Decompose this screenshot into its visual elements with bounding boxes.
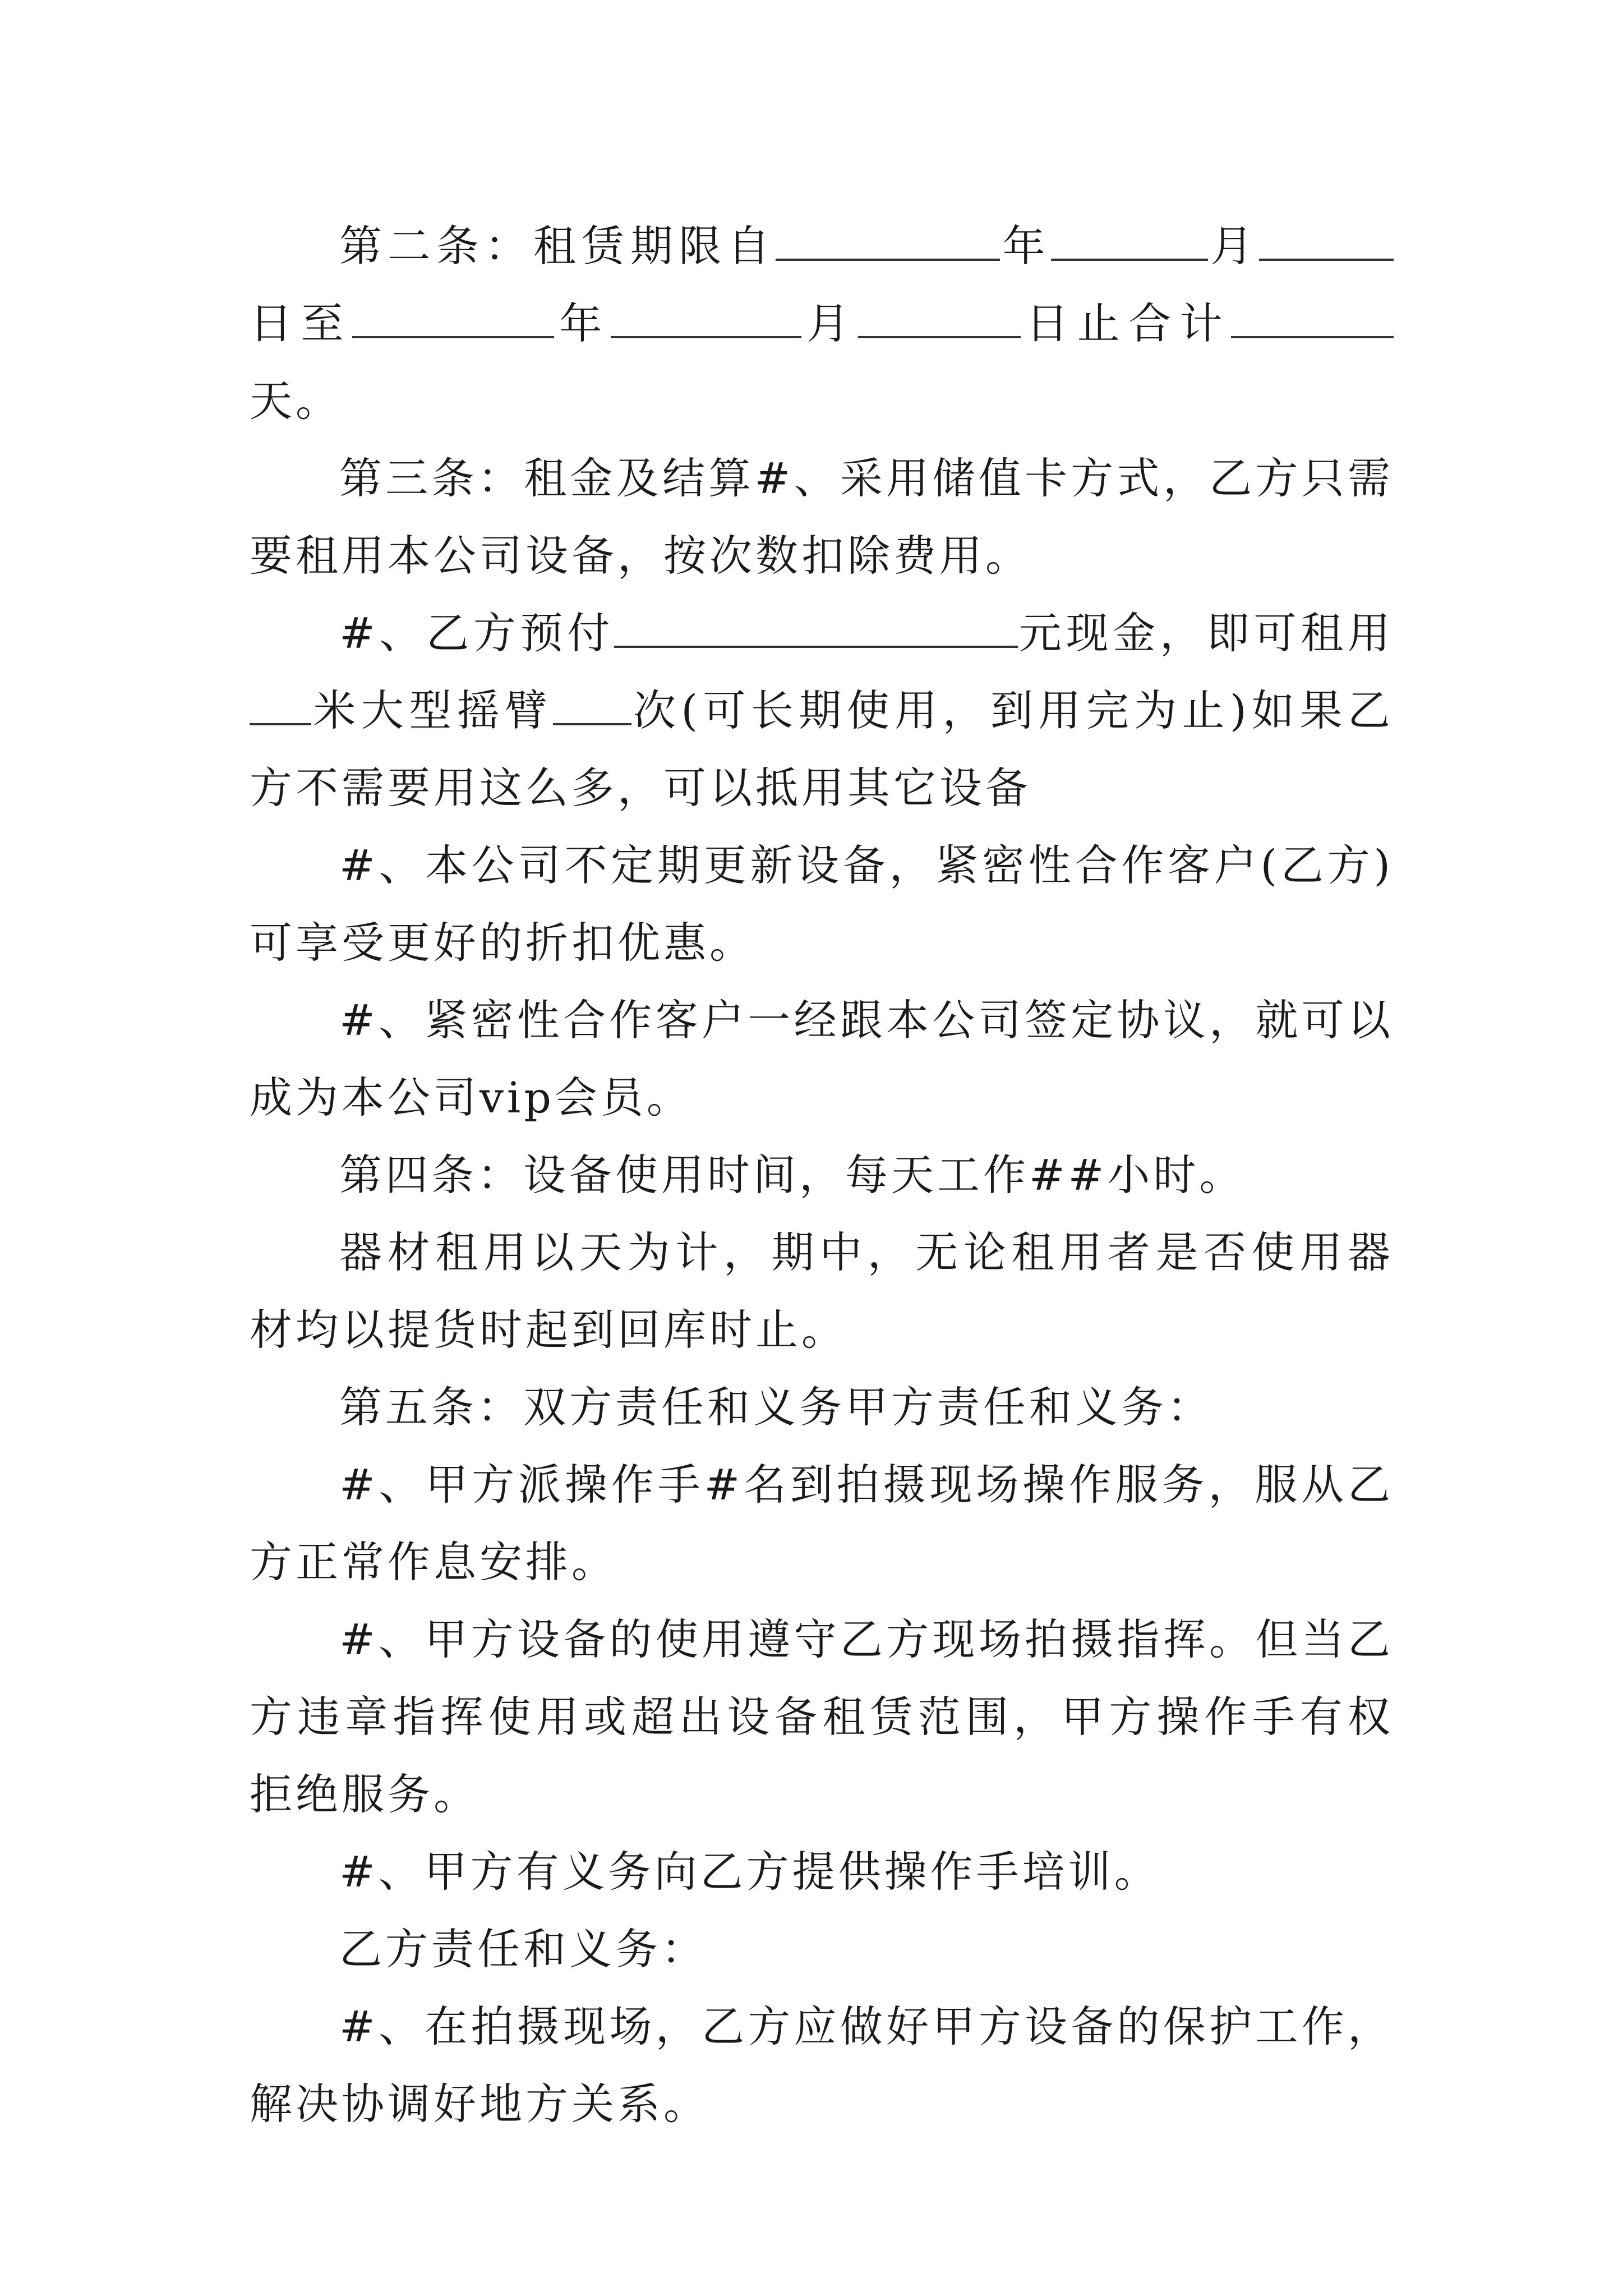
end-year-blank <box>352 297 554 338</box>
start-month-label: 月 <box>1208 221 1260 271</box>
usage-count-label: 次(可长期使用，到用完为止)如果乙方不需要用这么多，可以抵用其它设备 <box>250 685 1394 813</box>
end-month-label: 月 <box>801 298 858 348</box>
party-b-heading: 乙方责任和义务： <box>339 1924 707 1974</box>
prepay-lead: #、乙方预付 <box>339 608 615 658</box>
article-3-item-vip: #、紧密性合作客户一经跟本公司签定协议，就可以成为本公司vip会员。 <box>250 995 1394 1122</box>
usage-count-blank <box>553 684 631 725</box>
crane-length-blank <box>250 684 311 725</box>
article-5-intro: 第五条：双方责任和义务甲方责任和义务： <box>339 1382 1213 1432</box>
start-day-label: 日 <box>250 298 301 348</box>
start-month-blank <box>1051 219 1208 261</box>
end-day-total-label: 日止合计 <box>1020 298 1232 348</box>
to-label: 至 <box>301 298 352 348</box>
end-month-blank <box>611 297 801 338</box>
start-day-blank <box>1259 219 1394 261</box>
end-day-blank <box>858 297 1021 338</box>
article-2-period <box>250 208 1394 440</box>
total-days-blank <box>1231 297 1394 338</box>
party-a-item-3: #、甲方有义务向乙方提供操作手培训。 <box>339 1847 1160 1897</box>
prepay-amount-blank <box>614 606 1018 648</box>
article-3-item-discount: #、本公司不定期更新设备，紧密性合作客户(乙方)可享受更好的折扣优惠。 <box>250 840 1394 968</box>
party-b-item-1: #、在拍摄现场，乙方应做好甲方设备的保护工作，解决协调好地方关系。 <box>250 2001 1394 2129</box>
crane-label: 米大型摇臂 <box>311 685 553 735</box>
end-year-label: 年 <box>554 298 611 348</box>
article-4-rental-basis: 器材租用以天为计，期中，无论租用者是否使用器材均以提货时起到回库时止。 <box>250 1227 1394 1355</box>
start-year-label: 年 <box>1000 221 1052 271</box>
article-4-hours: 第四条：设备使用时间，每天工作##小时。 <box>339 1150 1246 1200</box>
days-unit-label: 天。 <box>250 376 342 426</box>
document-body <box>250 208 1394 2143</box>
start-year-blank <box>776 219 1000 261</box>
article-2-lead: 第二条：租赁期限自 <box>339 221 776 271</box>
party-a-item-1: #、甲方派操作手#名到拍摄现场操作服务，服从乙方正常作息安排。 <box>250 1460 1394 1587</box>
article-3-item-prepay <box>250 595 1394 827</box>
prepay-cash-label: 元现金，即可租用 <box>1018 608 1394 658</box>
party-a-item-2: #、甲方设备的使用遵守乙方现场拍摄指挥。但当乙方违章指挥使用或超出设备租赁范围，甲方操作手有权拒绝服务。 <box>250 1614 1394 1819</box>
article-3-intro: 第三条：租金及结算#、采用储值卡方式，乙方只需要租用本公司设备，按次数扣除费用。 <box>250 453 1394 581</box>
